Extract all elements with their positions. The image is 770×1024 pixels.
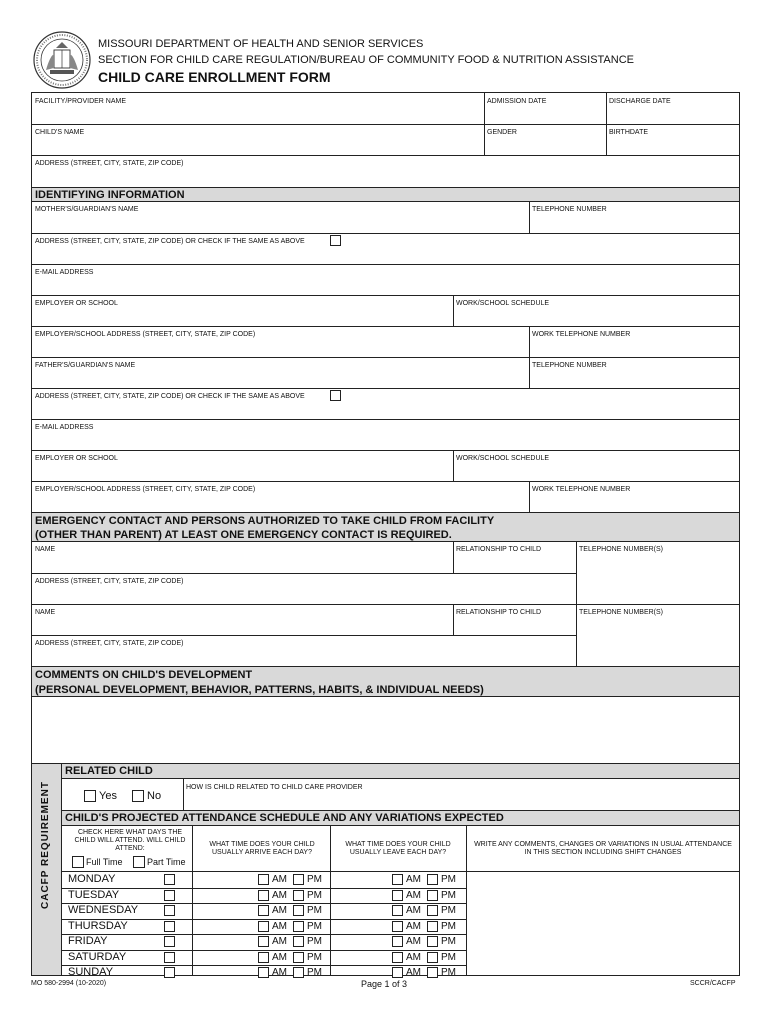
emergency-heading-line1: EMERGENCY CONTACT AND PERSONS AUTHORIZED TO TAKE CHILD FROM FACILITY	[35, 515, 495, 527]
leave-pm-label-tuesday: PM	[441, 889, 456, 901]
emergency2-phones-label: TELEPHONE NUMBER(S)	[579, 609, 664, 616]
emergency1-relationship-label: RELATIONSHIP TO CHILD	[456, 546, 542, 553]
identifying-info-heading: IDENTIFYING INFORMATION	[35, 189, 185, 201]
leave-pm-label-monday: PM	[441, 874, 456, 885]
mother-employer-address-field[interactable]	[32, 326, 529, 357]
emergency2-address-label: ADDRESS (STREET, CITY, STATE, ZIP CODE)	[35, 640, 184, 647]
mother-work-phone-field[interactable]	[529, 326, 739, 357]
day-label-saturday: SATURDAY	[68, 950, 127, 963]
mother-phone-field[interactable]	[529, 202, 739, 233]
leave-am-label-tuesday: AM	[406, 889, 421, 901]
leave-am-label-sunday: AM	[406, 967, 421, 978]
leave-am-checkbox-sunday[interactable]	[392, 967, 403, 978]
emergency2-address-field[interactable]	[32, 635, 576, 666]
related-child-band	[62, 763, 739, 779]
facility-name-field[interactable]	[32, 93, 484, 124]
arrive-pm-label-wednesday: PM	[307, 905, 322, 916]
leave-pm-checkbox-wednesday[interactable]	[427, 905, 438, 916]
full-time-checkbox[interactable]	[72, 856, 84, 868]
father-employer-label: EMPLOYER OR SCHOOL	[35, 455, 118, 462]
emergency1-phones-field[interactable]	[576, 542, 739, 604]
arrive-pm-checkbox-thursday[interactable]	[293, 921, 304, 932]
leave-pm-checkbox-saturday[interactable]	[427, 952, 438, 963]
arrive-pm-checkbox-monday[interactable]	[293, 874, 304, 885]
day-label-friday: FRIDAY	[68, 935, 108, 947]
arrive-pm-checkbox-wednesday[interactable]	[293, 905, 304, 916]
emergency1-phones-label: TELEPHONE NUMBER(S)	[579, 546, 664, 553]
facility-name-label: FACILITY/PROVIDER NAME	[35, 98, 127, 105]
arrive-am-label-thursday: AM	[272, 920, 287, 932]
mother-address-label: ADDRESS (STREET, CITY, STATE, ZIP CODE) OR CHECK IF THE SAME AS ABOVE	[35, 238, 305, 245]
mother-phone-label: TELEPHONE NUMBER	[532, 206, 607, 213]
page-number: Page 1 of 3	[361, 979, 408, 989]
father-address-label: ADDRESS (STREET, CITY, STATE, ZIP CODE) OR CHECK IF THE SAME AS ABOVE	[35, 393, 305, 400]
cacfp-side-label: CACFP REQUIREMENT	[40, 781, 51, 909]
emergency2-name-label: NAME	[35, 609, 56, 616]
father-schedule-label: WORK/SCHOOL SCHEDULE	[456, 455, 550, 462]
leave-am-label-monday: AM	[406, 874, 421, 885]
form-title: CHILD CARE ENROLLMENT FORM	[98, 69, 331, 85]
comments-field[interactable]	[32, 697, 739, 763]
arrive-am-checkbox-friday[interactable]	[258, 936, 269, 947]
department-name: MISSOURI DEPARTMENT OF HEALTH AND SENIOR SERVICES	[98, 38, 424, 50]
emergency2-relationship-field[interactable]	[453, 604, 576, 635]
comments-heading-line2: (PERSONAL DEVELOPMENT, BEHAVIOR, PATTERNS, HABITS, & INDIVIDUAL NEEDS)	[35, 684, 484, 696]
check-days-note: CHECK HERE WHAT DAYS THE CHILD WILL ATTEND. WILL CHILD ATTEND:	[74, 829, 186, 852]
father-email-field[interactable]	[32, 419, 739, 450]
mother-email-label: E-MAIL ADDRESS	[35, 269, 94, 276]
emergency-heading-line2: (OTHER THAN PARENT) AT LEAST ONE EMERGENCY CONTACT IS REQUIRED.	[35, 529, 452, 541]
mother-schedule-field[interactable]	[453, 295, 739, 326]
father-phone-label: TELEPHONE NUMBER	[532, 362, 607, 369]
arrive-am-checkbox-wednesday[interactable]	[258, 905, 269, 916]
gender-label: GENDER	[487, 129, 517, 136]
birthdate-label: BIRTHDATE	[609, 129, 649, 136]
day-label-monday: MONDAY	[68, 873, 116, 885]
comments-heading-line1: COMMENTS ON CHILD'S DEVELOPMENT	[35, 669, 253, 681]
state-seal	[32, 30, 92, 90]
variations-header: WRITE ANY COMMENTS, CHANGES OR VARIATIONS IN USUAL ATTENDANCE IN THIS SECTION INCLUDING SHIFT CHANGES	[474, 841, 732, 856]
arrive-pm-label-saturday: PM	[307, 951, 322, 963]
how-related-label: HOW IS CHILD RELATED TO CHILD CARE PROVIDER	[186, 784, 363, 791]
child-name-field[interactable]	[32, 124, 484, 155]
mother-email-field[interactable]	[32, 264, 739, 295]
arrive-am-checkbox-saturday[interactable]	[258, 952, 269, 963]
emergency1-relationship-field[interactable]	[453, 542, 576, 573]
attend-checkbox-wednesday[interactable]	[164, 905, 175, 916]
admission-date-label: ADMISSION DATE	[487, 98, 547, 105]
father-same-address-checkbox[interactable]	[330, 390, 341, 401]
leave-am-checkbox-monday[interactable]	[392, 874, 403, 885]
arrive-header: WHAT TIME DOES YOUR CHILD USUALLY ARRIVE EACH DAY?	[209, 841, 315, 856]
arrive-pm-label-tuesday: PM	[307, 889, 322, 901]
part-time-checkbox[interactable]	[133, 856, 145, 868]
day-label-thursday: THURSDAY	[68, 919, 128, 932]
father-name-field[interactable]	[32, 357, 529, 388]
related-yes-label: Yes	[99, 790, 117, 802]
leave-am-label-saturday: AM	[406, 951, 421, 963]
emergency1-address-field[interactable]	[32, 573, 576, 604]
father-name-label: FATHER'S/GUARDIAN'S NAME	[35, 362, 136, 369]
father-phone-field[interactable]	[529, 357, 739, 388]
day-label-tuesday: TUESDAY	[68, 888, 120, 901]
related-yes-checkbox[interactable]	[84, 790, 96, 802]
mother-name-field[interactable]	[32, 202, 529, 233]
part-time-label: Part Time	[147, 857, 186, 867]
birthdate-field[interactable]	[606, 124, 739, 155]
leave-am-label-friday: AM	[406, 936, 421, 947]
leave-am-checkbox-thursday[interactable]	[392, 921, 403, 932]
arrive-am-label-tuesday: AM	[272, 889, 287, 901]
mother-employer-address-label: EMPLOYER/SCHOOL ADDRESS (STREET, CITY, STATE, ZIP CODE)	[35, 331, 256, 338]
child-name-label: CHILD'S NAME	[35, 129, 85, 136]
arrive-pm-label-sunday: PM	[307, 967, 322, 978]
leave-am-checkbox-friday[interactable]	[392, 936, 403, 947]
leave-pm-checkbox-friday[interactable]	[427, 936, 438, 947]
leave-pm-checkbox-sunday[interactable]	[427, 967, 438, 978]
child-address-label: ADDRESS (STREET, CITY, STATE, ZIP CODE)	[35, 160, 184, 167]
arrive-pm-label-thursday: PM	[307, 920, 322, 932]
child-address-field[interactable]	[32, 155, 739, 187]
father-employer-address-field[interactable]	[32, 481, 529, 512]
father-work-phone-label: WORK TELEPHONE NUMBER	[532, 486, 631, 493]
mother-schedule-label: WORK/SCHOOL SCHEDULE	[456, 300, 550, 307]
mother-same-address-checkbox[interactable]	[330, 235, 341, 246]
admission-date-field[interactable]	[484, 93, 606, 124]
schedule-heading: CHILD'S PROJECTED ATTENDANCE SCHEDULE AND ANY VARIATIONS EXPECTED	[65, 812, 504, 824]
father-employer-field[interactable]	[32, 450, 453, 481]
father-schedule-field[interactable]	[453, 450, 739, 481]
arrive-pm-label-monday: PM	[307, 874, 322, 885]
leave-header: WHAT TIME DOES YOUR CHILD USUALLY LEAVE EACH DAY?	[345, 841, 451, 856]
full-time-label: Full Time	[86, 857, 123, 867]
arrive-am-checkbox-tuesday[interactable]	[258, 890, 269, 901]
section-name: SECTION FOR CHILD CARE REGULATION/BUREAU OF COMMUNITY FOOD & NUTRITION ASSISTANCE	[98, 54, 634, 66]
attend-checkbox-saturday[interactable]	[164, 952, 175, 963]
mother-name-label: MOTHER'S/GUARDIAN'S NAME	[35, 206, 139, 213]
gender-field[interactable]	[484, 124, 606, 155]
attend-checkbox-monday[interactable]	[164, 874, 175, 885]
form-number: MO 580-2994 (10-2020)	[31, 980, 107, 987]
leave-pm-label-thursday: PM	[441, 920, 456, 932]
leave-pm-label-sunday: PM	[441, 967, 456, 978]
father-work-phone-field[interactable]	[529, 481, 739, 512]
mother-employer-label: EMPLOYER OR SCHOOL	[35, 300, 118, 307]
leave-pm-checkbox-tuesday[interactable]	[427, 890, 438, 901]
leave-am-checkbox-tuesday[interactable]	[392, 890, 403, 901]
arrive-am-label-saturday: AM	[272, 951, 287, 963]
arrive-am-label-friday: AM	[272, 936, 287, 947]
related-child-heading: RELATED CHILD	[65, 765, 153, 777]
discharge-date-label: DISCHARGE DATE	[609, 98, 671, 105]
father-employer-address-label: EMPLOYER/SCHOOL ADDRESS (STREET, CITY, STATE, ZIP CODE)	[35, 486, 256, 493]
arrive-am-checkbox-monday[interactable]	[258, 874, 269, 885]
leave-am-label-wednesday: AM	[406, 905, 421, 916]
arrive-am-label-monday: AM	[272, 874, 287, 885]
emergency2-relationship-label: RELATIONSHIP TO CHILD	[456, 609, 542, 616]
emergency1-name-label: NAME	[35, 546, 56, 553]
leave-pm-label-friday: PM	[441, 936, 456, 947]
arrive-am-label-sunday: AM	[272, 967, 287, 978]
emergency1-address-label: ADDRESS (STREET, CITY, STATE, ZIP CODE)	[35, 578, 184, 585]
day-label-sunday: SUNDAY	[68, 966, 114, 978]
arrive-pm-checkbox-tuesday[interactable]	[293, 890, 304, 901]
leave-pm-checkbox-monday[interactable]	[427, 874, 438, 885]
discharge-date-field[interactable]	[606, 93, 739, 124]
arrive-pm-checkbox-friday[interactable]	[293, 936, 304, 947]
arrive-pm-label-friday: PM	[307, 936, 322, 947]
emergency2-name-field[interactable]	[32, 604, 453, 635]
arrive-pm-checkbox-sunday[interactable]	[293, 967, 304, 978]
arrive-am-checkbox-sunday[interactable]	[258, 967, 269, 978]
arrive-am-label-wednesday: AM	[272, 905, 287, 916]
leave-am-checkbox-saturday[interactable]	[392, 952, 403, 963]
form-code: SCCR/CACFP	[690, 980, 736, 987]
leave-pm-checkbox-thursday[interactable]	[427, 921, 438, 932]
how-related-field[interactable]	[183, 779, 739, 810]
related-no-checkbox[interactable]	[132, 790, 144, 802]
day-label-wednesday: WEDNESDAY	[68, 904, 139, 916]
mother-work-phone-label: WORK TELEPHONE NUMBER	[532, 331, 631, 338]
emergency1-name-field[interactable]	[32, 542, 453, 573]
enrollment-form	[31, 92, 740, 976]
arrive-pm-checkbox-saturday[interactable]	[293, 952, 304, 963]
arrive-am-checkbox-thursday[interactable]	[258, 921, 269, 932]
leave-pm-label-wednesday: PM	[441, 905, 456, 916]
attend-checkbox-sunday[interactable]	[164, 967, 175, 978]
mother-employer-field[interactable]	[32, 295, 453, 326]
leave-pm-label-saturday: PM	[441, 951, 456, 963]
attend-checkbox-tuesday[interactable]	[164, 890, 175, 901]
attend-checkbox-thursday[interactable]	[164, 921, 175, 932]
seal-graphic	[32, 30, 92, 90]
father-email-label: E-MAIL ADDRESS	[35, 424, 94, 431]
emergency2-phones-field[interactable]	[576, 604, 739, 666]
variations-field[interactable]	[466, 871, 739, 975]
related-no-label: No	[147, 790, 162, 802]
leave-am-label-thursday: AM	[406, 920, 421, 932]
attend-checkbox-friday[interactable]	[164, 936, 175, 947]
leave-am-checkbox-wednesday[interactable]	[392, 905, 403, 916]
